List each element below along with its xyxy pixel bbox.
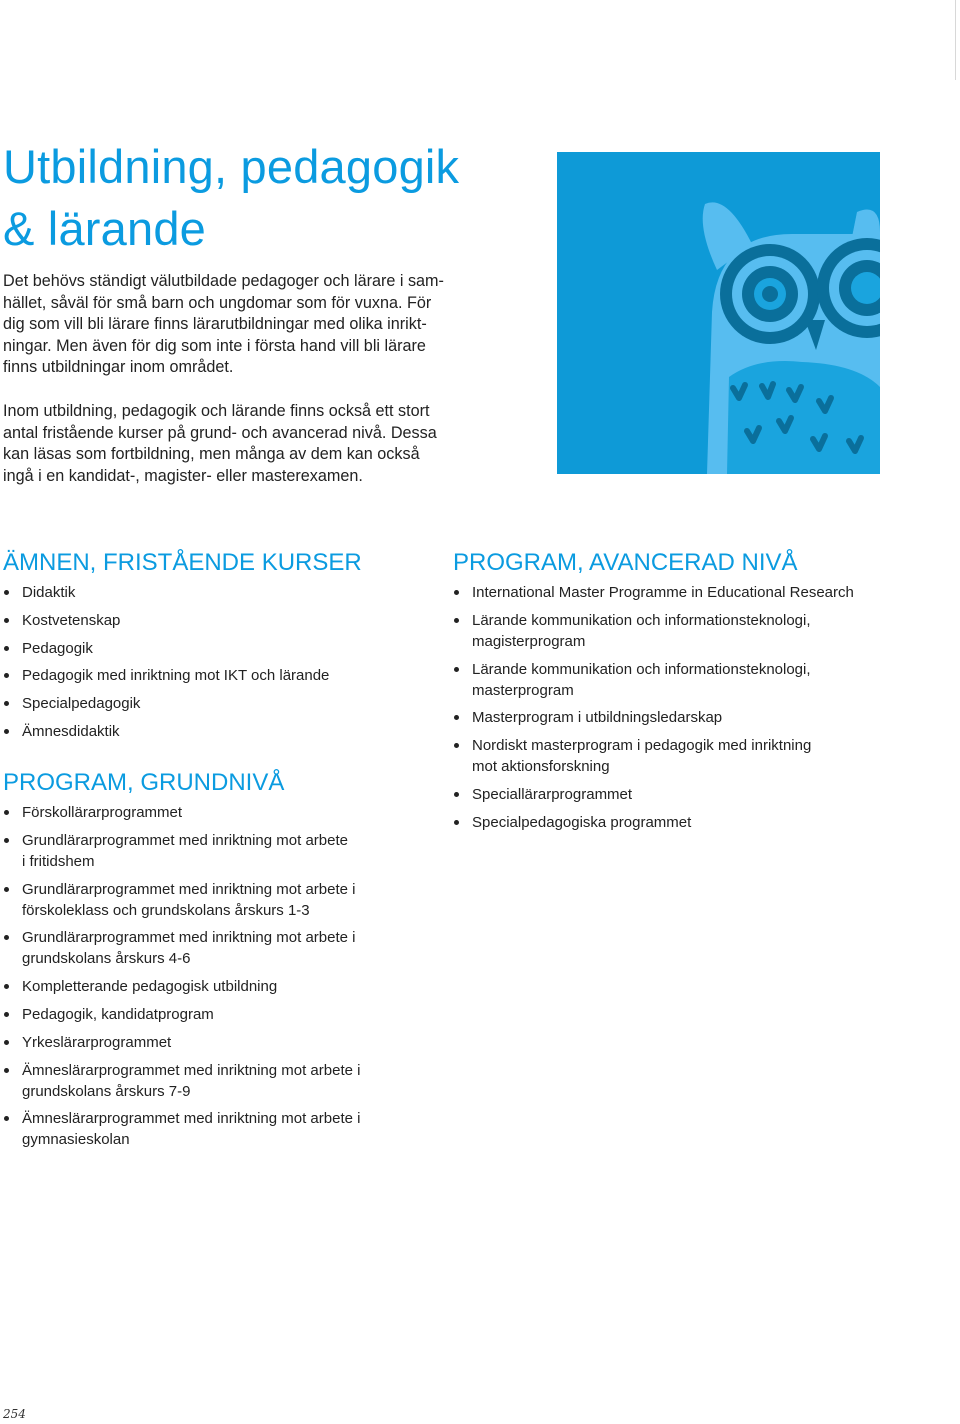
list-item-text: grundskolans årskurs 7-9 (22, 1082, 191, 1100)
list-item-text: International Master Programme in Educational Research (472, 584, 854, 601)
advanced-programs-list (453, 582, 933, 833)
bullet-icon (4, 1116, 9, 1121)
list-item (3, 693, 463, 714)
list-item-text: Pedagogik, kandidatprogram (22, 1005, 214, 1023)
list-item-text: Kompletterande pedagogisk utbildning (22, 978, 278, 996)
list-item (453, 735, 933, 777)
list-item (3, 665, 463, 686)
list-item (453, 659, 933, 701)
bullet-icon (4, 984, 9, 989)
list-item-text: Specialpedagogik (22, 695, 141, 713)
intro-line: ningar. Men även för dig som inte i första hand vill bli lärare (3, 336, 426, 355)
bullet-icon (4, 810, 9, 815)
bullet-icon (454, 715, 459, 720)
bullet-icon (454, 667, 459, 672)
list-item-text: Lärande kommunikation och informationsteknologi, (472, 611, 811, 629)
list-item-text: Masterprogram i utbildningsledarskap (472, 709, 723, 727)
list-item-text: Grundlärarprogrammet med inriktning mot arbete i (22, 929, 356, 947)
bullet-icon (4, 590, 9, 595)
list-item (453, 812, 933, 833)
bullet-icon (454, 590, 459, 595)
list-item-text: gymnasieskolan (22, 1131, 130, 1149)
list-item-text: Didaktik (22, 584, 76, 601)
list-item-text: Yrkeslärarprogrammet (22, 1033, 172, 1051)
list-item (3, 802, 463, 823)
list-item (3, 976, 463, 997)
page-edge-line (955, 0, 956, 80)
intro-line: ingå i en kandidat-, magister- eller masterexamen. (3, 466, 363, 485)
owl-illustration (557, 152, 880, 474)
bullet-icon (4, 673, 9, 678)
list-item-text: Pedagogik (22, 639, 93, 657)
intro-line: kan läsas som fortbildning, men många av dem kan också (3, 445, 420, 464)
bullet-icon (454, 743, 459, 748)
bullet-icon (4, 1012, 9, 1017)
list-item (453, 582, 933, 603)
list-item (3, 1060, 463, 1102)
list-item-text: Specialpedagogiska programmet (472, 813, 692, 831)
list-item (3, 830, 463, 872)
intro-paragraph-1 (3, 271, 503, 379)
list-item-text: Grundlärarprogrammet med inriktning mot arbete i (22, 880, 356, 898)
list-item (3, 582, 463, 603)
list-item-text: Nordiskt masterprogram i pedagogik med inriktning (472, 737, 812, 755)
bullet-icon (454, 820, 459, 825)
list-item (3, 879, 463, 921)
intro-line: antal fristående kurser på grund- och avancerad nivå. Dessa (3, 423, 437, 442)
list-item-text: Ämneslärarprogrammet med inriktning mot arbete i (22, 1110, 361, 1128)
list-item-text: Lärande kommunikation och informationsteknologi, (472, 660, 811, 678)
list-item (3, 1108, 463, 1150)
left-column (3, 548, 463, 1157)
right-column (453, 548, 933, 840)
list-item-text: Speciallärarprogrammet (472, 785, 633, 803)
owl-icon (557, 152, 880, 474)
list-item-text: grundskolans årskurs 4-6 (22, 950, 191, 968)
title-line-2: & lärande (3, 202, 206, 255)
bullet-icon (454, 792, 459, 797)
bullet-icon (4, 701, 9, 706)
list-item-text: i fritidshem (22, 852, 95, 870)
bullet-icon (4, 1040, 9, 1045)
advanced-programs-heading: PROGRAM, AVANCERAD NIVÅ (453, 549, 798, 576)
bullet-icon (4, 838, 9, 843)
list-item (3, 1032, 463, 1053)
list-item-text: magisterprogram (472, 632, 586, 650)
page-title (3, 136, 459, 260)
list-item-text: Kostvetenskap (22, 611, 121, 629)
list-item (453, 610, 933, 652)
page-number: 254 (3, 1407, 26, 1421)
list-item (3, 721, 463, 742)
intro-line: dig som vill bli lärare finns lärarutbildningar med olika inrikt- (3, 315, 427, 334)
basic-programs-section (3, 768, 463, 1150)
bullet-icon (4, 646, 9, 651)
courses-heading: ÄMNEN, FRISTÅENDE KURSER (3, 549, 362, 576)
list-item (453, 707, 933, 728)
list-item-text: förskoleklass och grundskolans årskurs 1-3 (22, 901, 310, 919)
basic-programs-list (3, 802, 463, 1150)
list-item-text: Förskollärarprogrammet (22, 803, 183, 821)
list-item-text: mot aktionsforskning (472, 758, 610, 776)
intro-line: Det behövs ständigt välutbildade pedagoger och lärare i sam- (3, 272, 444, 290)
bullet-icon (4, 887, 9, 892)
intro-line: Inom utbildning, pedagogik och lärande finns också ett stort (3, 401, 430, 420)
courses-section (3, 548, 463, 742)
list-item-text: masterprogram (472, 681, 574, 699)
list-item-text: Ämneslärarprogrammet med inriktning mot arbete i (22, 1061, 361, 1079)
intro-line: finns utbildningar inom området. (3, 358, 234, 377)
list-item-text: Grundlärarprogrammet med inriktning mot arbete (22, 831, 348, 849)
bullet-icon (4, 729, 9, 734)
list-item-text: Pedagogik med inriktning mot IKT och lärande (22, 667, 330, 685)
list-item (453, 784, 933, 805)
bullet-icon (4, 618, 9, 623)
list-item (3, 1004, 463, 1025)
bullet-icon (4, 1068, 9, 1073)
list-item (3, 927, 463, 969)
list-item-text: Ämnesdidaktik (22, 722, 120, 740)
list-item (3, 610, 463, 631)
title-line-1: Utbildning, pedagogik (3, 140, 460, 193)
bullet-icon (454, 618, 459, 623)
courses-list (3, 582, 463, 742)
intro-text (3, 271, 503, 509)
bullet-icon (4, 935, 9, 940)
intro-paragraph-2 (3, 401, 503, 487)
list-item (3, 638, 463, 659)
intro-line: hället, såväl för små barn och ungdomar som för vuxna. För (3, 293, 432, 312)
basic-programs-heading: PROGRAM, GRUNDNIVÅ (3, 768, 285, 796)
